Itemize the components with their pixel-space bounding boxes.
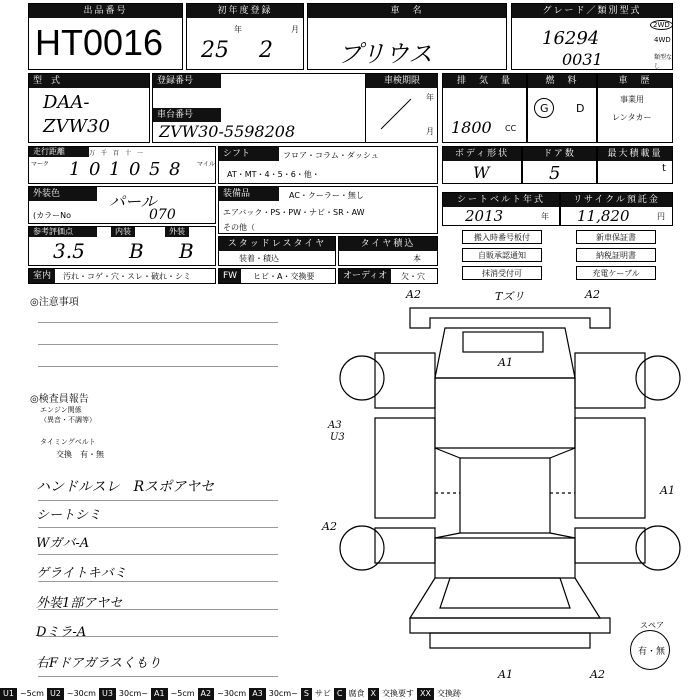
drive-2wd: 2WD bbox=[650, 20, 673, 30]
chassis-value: ZVW30-5598208 bbox=[159, 122, 296, 141]
fw-box bbox=[218, 268, 336, 284]
inspector-entry: 外装1部アヤセ bbox=[36, 596, 123, 611]
equipment-other: その他（ bbox=[223, 223, 255, 232]
charge-cable-button[interactable]: 充電ケーブル bbox=[576, 266, 656, 280]
recycle-label: リサイクル預託金 bbox=[561, 193, 672, 207]
damage-mark: A2 bbox=[590, 668, 605, 681]
doors-label: ドア数 bbox=[523, 147, 596, 161]
inspection-cross-out bbox=[366, 74, 438, 142]
legend-value: ~5cm bbox=[19, 689, 44, 698]
grade-exterior: B bbox=[179, 239, 194, 263]
damage-mark: U3 bbox=[330, 432, 345, 443]
color-box bbox=[28, 186, 216, 224]
reg-number-label: 登録番号 bbox=[153, 74, 221, 88]
inspector-entry: ハンドルスレ Rスポアヤセ bbox=[36, 479, 215, 495]
legend-key: C bbox=[334, 688, 346, 700]
fw-label: FW bbox=[219, 269, 241, 283]
first-reg-label: 初年度登録 bbox=[187, 4, 303, 18]
model-box bbox=[28, 73, 150, 143]
chassis-label: 車台番号 bbox=[153, 108, 221, 122]
grade-label: グレード／類別型式 bbox=[512, 4, 672, 18]
model-label: 型 式 bbox=[29, 74, 149, 88]
damage-mark: A2 bbox=[406, 288, 421, 301]
mileage-digit: 0 bbox=[129, 159, 141, 180]
registration-box bbox=[152, 73, 438, 143]
year-unit: 年 bbox=[234, 25, 242, 34]
displacement-label: 排 気 量 bbox=[443, 74, 526, 88]
shift-opts2: AT・MT・4・5・6・他・ bbox=[227, 170, 320, 179]
mileage-digit: 1 bbox=[69, 159, 81, 180]
grade-line2: 0031 bbox=[562, 50, 603, 69]
grade-total: 3.5 bbox=[53, 239, 85, 263]
mileage-digit: 1 bbox=[109, 159, 121, 180]
inspector-timing: タイミングベルト bbox=[40, 438, 96, 446]
history-box bbox=[597, 73, 673, 143]
history-business: 事業用 bbox=[620, 95, 644, 104]
grades-box bbox=[28, 226, 216, 266]
mileage-mark-label: マーク bbox=[31, 161, 50, 168]
displacement-unit: CC bbox=[505, 124, 517, 133]
legend-value: 交換要す bbox=[381, 689, 414, 698]
interior-state-box bbox=[28, 268, 216, 284]
recycle-box bbox=[560, 192, 673, 226]
interior-state-label: 室内 bbox=[29, 269, 55, 283]
equipment-row1: AC・クーラー・無し bbox=[289, 191, 364, 200]
seatbelt-unit: 年 bbox=[541, 212, 549, 221]
legend-value: サビ bbox=[314, 689, 331, 698]
legend-key: U2 bbox=[47, 688, 64, 700]
equipment-label: 装備品 bbox=[219, 187, 279, 201]
legend-value: 交換跡 bbox=[436, 689, 461, 698]
audio-box bbox=[338, 268, 438, 284]
mileage-digit: 8 bbox=[169, 159, 181, 180]
doors-box bbox=[522, 146, 597, 184]
lot-label: 出品番号 bbox=[29, 4, 182, 18]
fuel-gasoline: G bbox=[540, 102, 549, 115]
legend-value: ~30cm bbox=[217, 689, 247, 698]
legend-value: 30cm~ bbox=[268, 689, 298, 698]
legend-key: X bbox=[368, 688, 379, 700]
tire-load-box bbox=[338, 236, 438, 266]
color-code: 070 bbox=[149, 207, 176, 223]
doors-value: 5 bbox=[549, 163, 561, 184]
displacement-box bbox=[442, 73, 527, 143]
seatbelt-value: 2013 bbox=[465, 207, 504, 225]
legend-key: A3 bbox=[249, 688, 266, 700]
legend-key: A2 bbox=[198, 688, 215, 700]
legend-key: U1 bbox=[0, 688, 17, 700]
inspection-year-unit: 年 bbox=[426, 93, 434, 102]
capacity-box bbox=[597, 146, 673, 184]
import-plate-button[interactable]: 搬入時番号板付 bbox=[462, 230, 542, 244]
legend-key: U3 bbox=[99, 688, 116, 700]
legend-value: 腐食 bbox=[348, 689, 365, 698]
damage-mark: A2 bbox=[585, 288, 600, 301]
first-reg-month: 2 bbox=[259, 38, 273, 63]
inspector-entry: Wガバ-A bbox=[36, 536, 90, 551]
damage-mark: A3 bbox=[328, 420, 342, 431]
first-reg-year: 25 bbox=[201, 38, 229, 63]
inspector-entry: 右Fドアガラスくもり bbox=[36, 656, 162, 671]
legend-key: XX bbox=[417, 688, 434, 700]
inspection-col bbox=[365, 74, 438, 142]
tire-load-unit: 本 bbox=[413, 254, 421, 263]
fw-opts: ヒビ・A・交換要 bbox=[253, 272, 315, 281]
inspection-month-unit: 月 bbox=[426, 127, 434, 136]
audio-label: オーディオ bbox=[339, 269, 391, 283]
model-value-1: DAA- bbox=[43, 92, 90, 113]
audio-opts: 欠・穴 bbox=[401, 272, 425, 281]
spare-label: スペア bbox=[640, 621, 664, 630]
history-label: 車 歴 bbox=[598, 74, 672, 88]
recycle-unit: 円 bbox=[657, 212, 665, 221]
legend-key: A1 bbox=[151, 688, 168, 700]
interior-state-opts: 汚れ・コゲ・穴・スレ・破れ・シミ bbox=[63, 272, 191, 281]
body-value: W bbox=[473, 163, 490, 182]
fuel-box bbox=[527, 73, 597, 143]
cancel-receipt-button[interactable]: 抹消受付可 bbox=[462, 266, 542, 280]
drive-4wd: 4WD bbox=[654, 36, 671, 44]
grade-interior: B bbox=[129, 239, 144, 263]
grade-interior-label: 内装 bbox=[111, 227, 135, 237]
recycle-value: 11,820 bbox=[577, 207, 630, 225]
damage-mark: A1 bbox=[498, 356, 513, 369]
inspector-timing-opts: 交換 有・無 bbox=[56, 450, 104, 459]
legend-value: ~5cm bbox=[170, 689, 195, 698]
auto-consent-button[interactable]: 自販承認通知 bbox=[462, 248, 542, 262]
shift-box bbox=[218, 146, 438, 184]
fuel-diesel: D bbox=[576, 102, 585, 115]
body-label: ボディ形状 bbox=[443, 147, 521, 161]
grade-exterior-label: 外装 bbox=[165, 227, 189, 237]
tire-load-label: タイヤ積込 bbox=[339, 237, 437, 251]
inspector-engine: エンジン関係 （異音・不調等） bbox=[40, 406, 96, 424]
legend-value: 30cm~ bbox=[118, 689, 148, 698]
inspector-entry: Dミラ-A bbox=[36, 625, 87, 640]
damage-legend bbox=[0, 688, 700, 700]
damage-mark: A1 bbox=[498, 668, 513, 681]
studless-label: スタッドレスタイヤ bbox=[219, 237, 335, 251]
mileage-units: 万 千 百 十 一 bbox=[89, 150, 144, 157]
seatbelt-label: シートベルト年式 bbox=[443, 193, 559, 207]
grade-box bbox=[511, 3, 673, 70]
studless-opts: 装着・積込 bbox=[239, 254, 279, 263]
damage-mark: Tズリ bbox=[495, 290, 525, 303]
first-reg-box bbox=[186, 3, 304, 70]
equipment-box bbox=[218, 186, 438, 234]
shift-opts1: フロア・コラム・ダッシュ bbox=[283, 151, 379, 160]
lot-number: HT0016 bbox=[35, 22, 164, 63]
color-code-label: (カラーNo bbox=[33, 211, 71, 220]
fuel-label: 燃 料 bbox=[528, 74, 596, 88]
damage-mark: A1 bbox=[660, 484, 675, 497]
body-box bbox=[442, 146, 522, 184]
inspection-label: 車検期限 bbox=[366, 74, 438, 88]
grade-line1: 16294 bbox=[542, 28, 600, 49]
color-value: パール bbox=[109, 192, 157, 211]
inspector-title: ◎検査員報告 bbox=[30, 394, 89, 405]
warranty-button[interactable]: 新車保証書 bbox=[576, 230, 656, 244]
mileage-label: 走行距離 bbox=[29, 147, 89, 157]
shift-label: シフト bbox=[219, 147, 279, 161]
grade-note: 類型なし bbox=[654, 54, 673, 70]
studless-box bbox=[218, 236, 336, 266]
mileage-digit: 0 bbox=[89, 159, 101, 180]
equipment-row2: エアバック・PS・PW・ナビ・SR・AW bbox=[223, 208, 365, 217]
seatbelt-box bbox=[442, 192, 560, 226]
car-name-label: 車 名 bbox=[308, 4, 506, 18]
model-value-2: ZVW30 bbox=[43, 116, 110, 137]
history-rental: レンタカー bbox=[612, 113, 652, 122]
inspector-entry: ゲライトキバミ bbox=[36, 566, 127, 581]
capacity-label: 最大積載量 bbox=[598, 147, 672, 161]
damage-mark: A2 bbox=[322, 520, 337, 533]
payment-cert-button[interactable]: 納税証明書 bbox=[576, 248, 656, 262]
displacement-value: 1800 bbox=[451, 118, 492, 137]
legend-value: ~30cm bbox=[66, 689, 96, 698]
mileage-digit: 5 bbox=[149, 159, 161, 180]
mileage-unit-label: マイル bbox=[197, 161, 215, 168]
mileage-digits bbox=[69, 159, 189, 180]
grade-total-label: 参考評価点 bbox=[29, 227, 97, 237]
notes-title: ◎注意事項 bbox=[30, 297, 79, 308]
mileage-box bbox=[28, 146, 216, 184]
legend-key: S bbox=[301, 688, 312, 700]
month-unit: 月 bbox=[291, 25, 299, 34]
car-name-value: プリウス bbox=[338, 40, 433, 68]
color-label: 外装色 bbox=[29, 187, 97, 201]
lot-box bbox=[28, 3, 183, 70]
spare-value: 有・無 bbox=[638, 647, 666, 657]
capacity-unit: t bbox=[662, 163, 666, 174]
inspector-entry: シートシミ bbox=[36, 508, 102, 523]
car-name-box bbox=[307, 3, 507, 70]
